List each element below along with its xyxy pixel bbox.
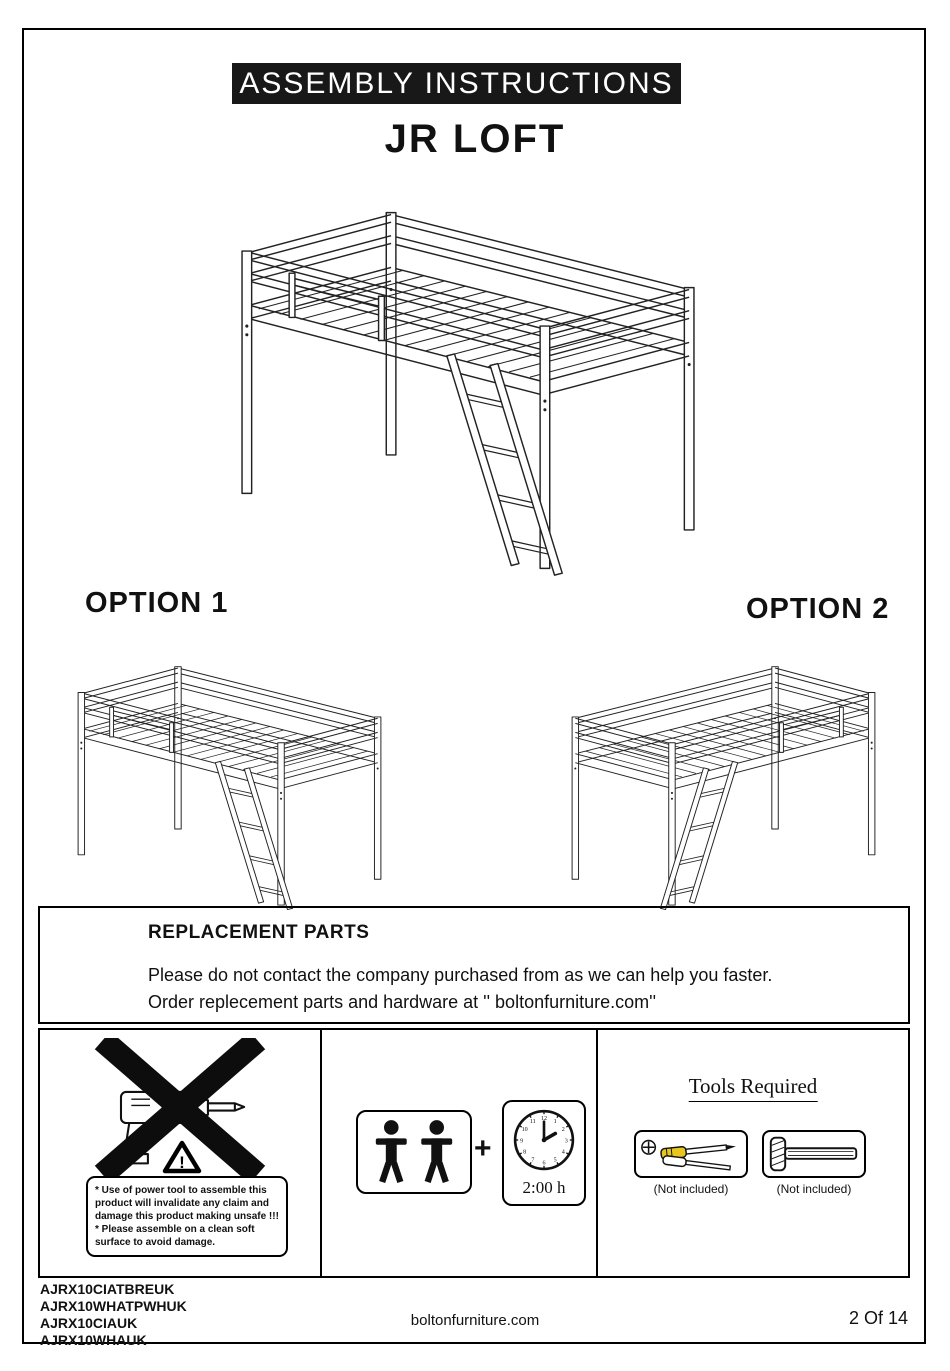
svg-text:7: 7 [531, 1157, 535, 1164]
plus-sign: + [474, 1132, 492, 1165]
model-number: AJRX10CIAUK [40, 1315, 138, 1331]
svg-text:10: 10 [521, 1127, 528, 1134]
screwdriver-box [634, 1130, 748, 1178]
svg-text:8: 8 [523, 1149, 527, 1156]
replacement-parts-text [148, 962, 772, 1016]
power-tool-warning-box [86, 1176, 288, 1257]
assembly-time-panel [322, 1030, 598, 1276]
svg-text:2: 2 [561, 1127, 565, 1134]
hammer-box [762, 1130, 866, 1178]
main-bed-illustration [218, 176, 718, 580]
svg-text:1: 1 [553, 1118, 557, 1125]
replacement-parts-section [38, 906, 910, 1024]
hammer-note: (Not included) [776, 1182, 852, 1196]
clock-icon [509, 1105, 579, 1175]
svg-text:9: 9 [520, 1138, 524, 1145]
model-number: AJRX10WHAUK [40, 1332, 147, 1348]
tools-required-panel [598, 1030, 908, 1276]
screwdriver-icon [638, 1134, 744, 1174]
tools-required-heading: Tools Required [689, 1074, 818, 1102]
option2-bed-illustration [556, 642, 891, 913]
replacement-parts-heading: REPLACEMENT PARTS [148, 922, 370, 943]
model-number: AJRX10WHATPWHUK [40, 1298, 187, 1314]
svg-text:6: 6 [542, 1160, 546, 1167]
screwdriver-note: (Not included) [653, 1182, 729, 1196]
two-people-icon [364, 1116, 464, 1188]
hammer-icon [766, 1134, 862, 1174]
banner-text: ASSEMBLY INSTRUCTIONS [239, 66, 674, 100]
svg-text:11: 11 [529, 1118, 536, 1125]
warning-text-1: * Use of power tool to assemble this product will invalidate any claim and damage this product making unsafe !!! [95, 1185, 279, 1222]
assembly-instructions-banner [232, 63, 681, 104]
model-number: AJRX10CIATBREUK [40, 1281, 175, 1297]
no-power-tools-panel [40, 1030, 322, 1276]
website: boltonfurniture.com [410, 1312, 540, 1329]
svg-text:12: 12 [540, 1115, 548, 1122]
warning-triangle-icon [162, 1140, 202, 1175]
clock-box [502, 1100, 586, 1206]
person-icon [421, 1120, 452, 1182]
warning-text-2: * Please assemble on a clean soft surface to avoid damage. [95, 1224, 255, 1248]
person-icon [376, 1120, 407, 1182]
exclamation-mark: ! [179, 1153, 185, 1172]
replacement-parts-line2: Order replecement parts and hardware at '' boltonfurniture.com'' [148, 992, 656, 1012]
page-number: 2 Of 14 [848, 1308, 908, 1328]
two-people-box [356, 1110, 472, 1194]
option2-label: OPTION 2 [746, 593, 890, 625]
product-title: JR LOFT [384, 117, 566, 161]
svg-text:4: 4 [561, 1149, 565, 1156]
svg-text:5: 5 [553, 1157, 557, 1164]
option1-bed-illustration [62, 642, 397, 913]
replacement-parts-line1: Please do not contact the company purchased from as we can help you faster. [148, 965, 773, 985]
assembly-duration: 2:00 h [522, 1178, 566, 1197]
option1-label: OPTION 1 [85, 587, 229, 619]
svg-text:3: 3 [564, 1138, 568, 1145]
info-panels [38, 1028, 910, 1278]
